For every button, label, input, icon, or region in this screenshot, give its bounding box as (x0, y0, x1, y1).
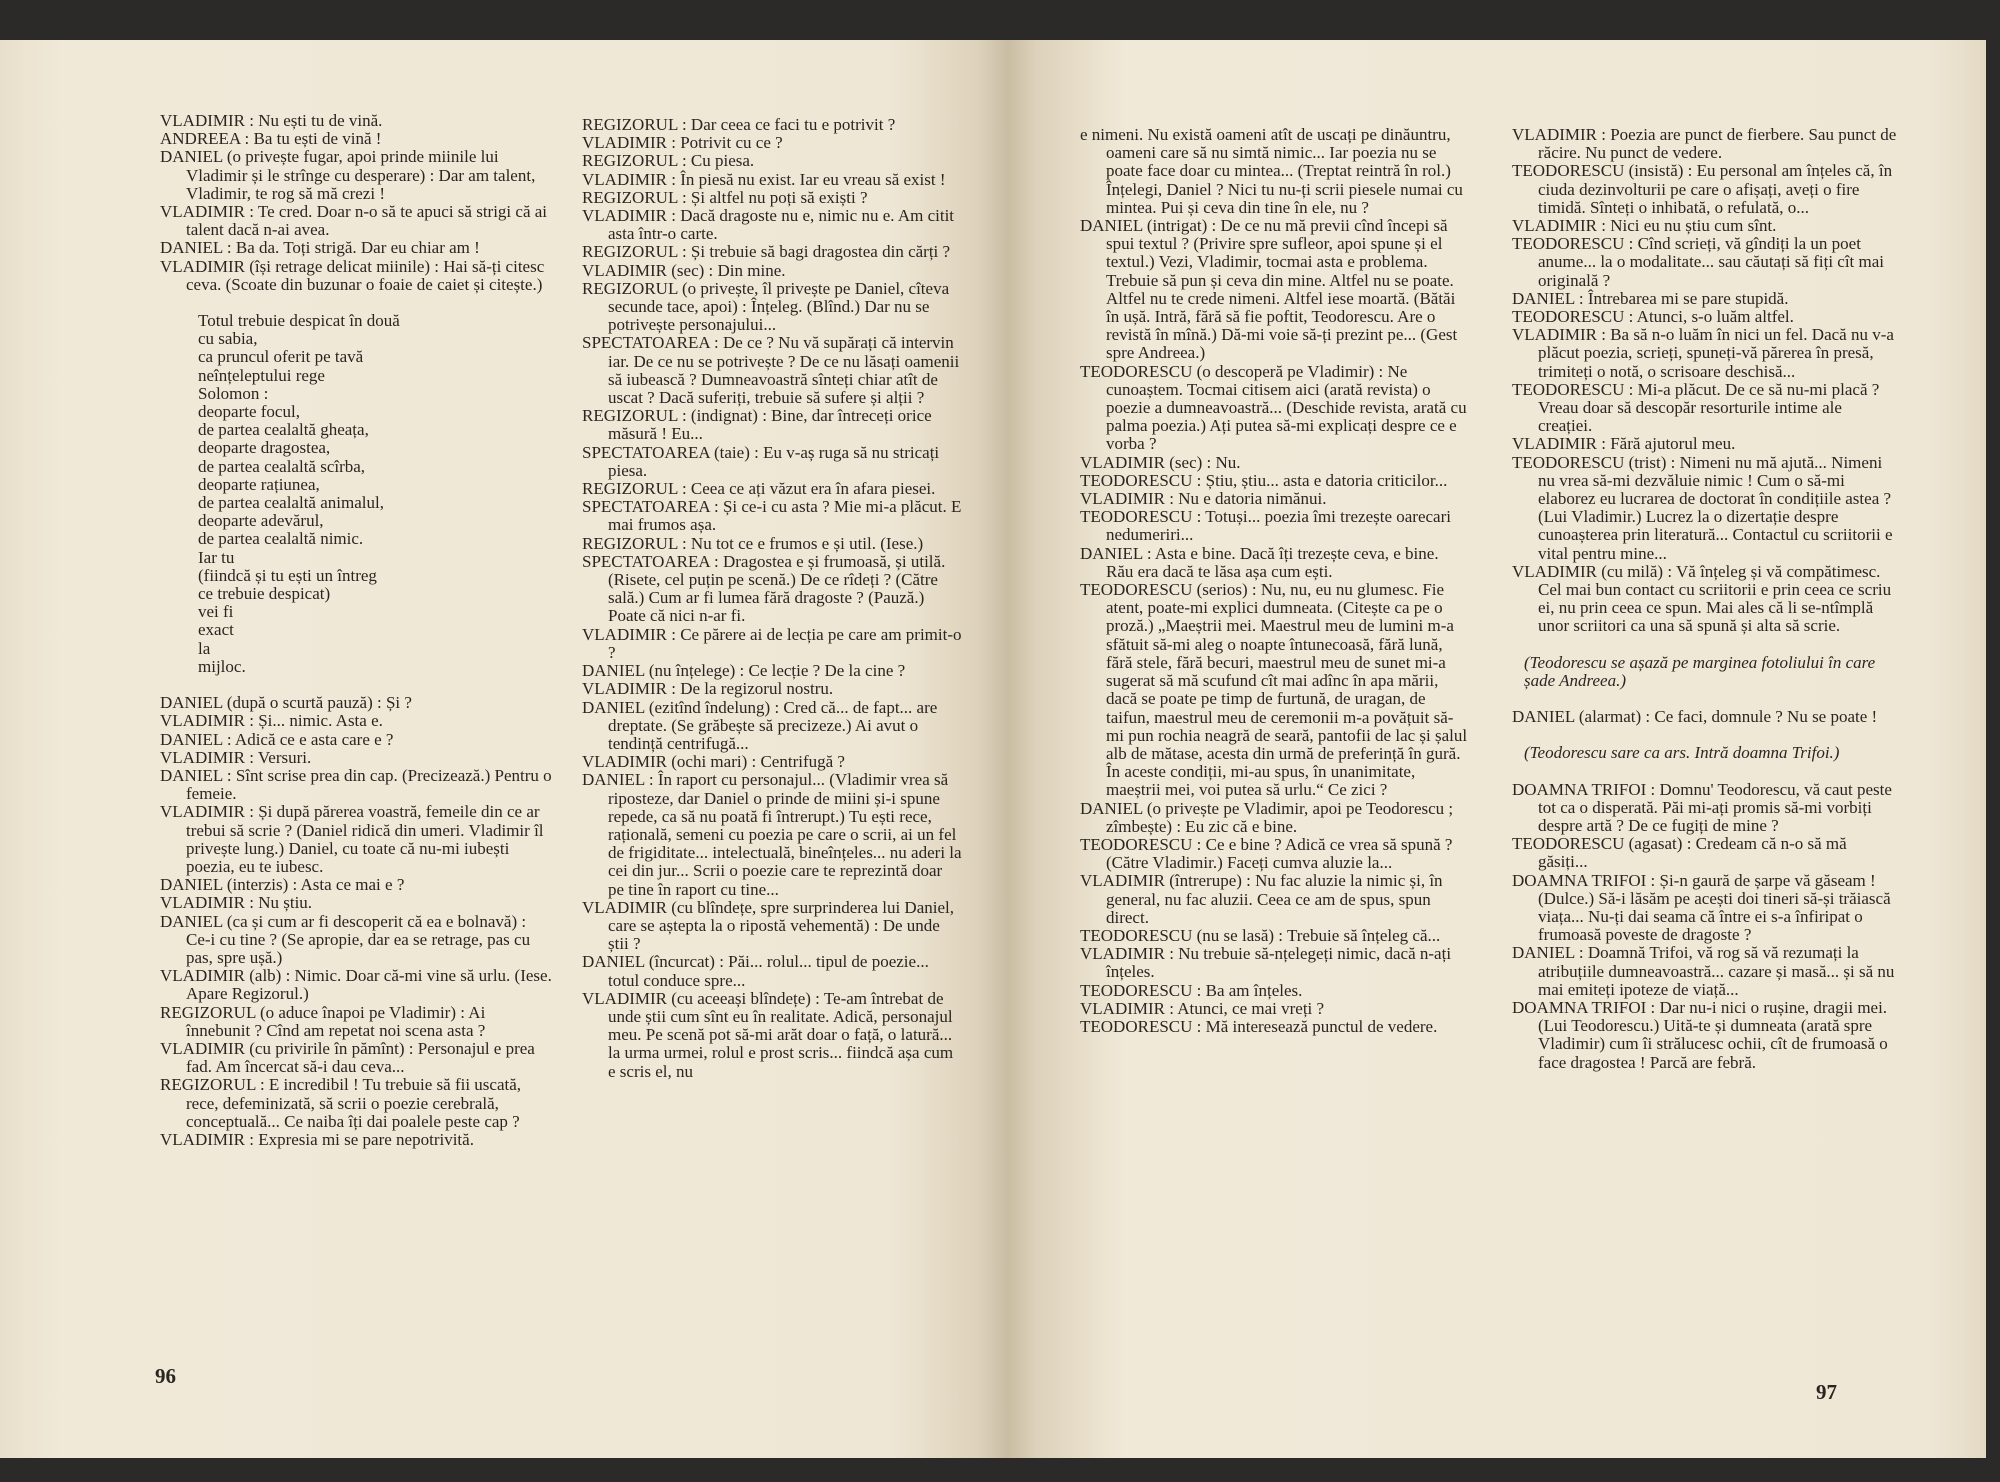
dialogue-line: SPECTATOAREA : Și ce-i cu asta ? Mie mi-a plăcut. E mai frumos așa. (582, 497, 962, 535)
poem-line: Iar tu (198, 547, 235, 567)
dialogue-line: DANIEL (o privește fugar, apoi prinde miinile lui Vladimir și le strînge cu desperare) : Dar am talent, Vladimir, te rog să mă crezi ! (160, 147, 536, 203)
dialogue-line: DOAMNA TRIFOI : Dar nu-i nici o rușine, dragii mei. (Lui Teodorescu.) Uită-te și dumneata (arată spre Vladimir) cum îi strălucesc ochii, cît de frumoasă o face dragostea ! Parcă are febră. (1512, 997, 1888, 1072)
dialogue-line: ANDREEA : Ba tu ești de vină ! (160, 129, 382, 149)
dialogue-line: VLADIMIR (își retrage delicat miinile) : Hai să-ți citesc ceva. (Scoate din buzunar o foaie de caiet și citește.) (160, 256, 545, 294)
dialogue-line: TEODORESCU (o descoperă pe Vladimir) : Ne cunoaștem. Tocmai citisem aici (arată revista) o poezie a dumneavoastră... (Deschide revista, arată cu palma poezia.) Ați putea să-mi explicați despre ce e vorba ? (1080, 361, 1467, 454)
left-column-2 (582, 116, 962, 1081)
dialogue-line: REGIZORUL : Ceea ce ați văzut era în afara piesei. (582, 479, 936, 499)
dialogue-line: DANIEL (ezitînd îndelung) : Cred că... de fapt... are dreptate. (Se grăbește să precizeze.) Ai avut o tendință centrifugă... (582, 697, 938, 753)
dialogue-line: TEODORESCU : Ba am înțeles. (1080, 980, 1303, 1000)
poem-line: deoparte dragostea, (198, 438, 331, 458)
dialogue-line: REGIZORUL : Dar ceea ce faci tu e potrivit ? (582, 115, 896, 134)
dialogue-line: VLADIMIR (sec) : Din mine. (582, 260, 786, 280)
dialogue-line: VLADIMIR : Expresia mi se pare nepotrivită. (160, 1129, 474, 1149)
dialogue-block (1080, 126, 1470, 1036)
dialogue-line: DANIEL (după o scurtă pauză) : Și ? (160, 693, 412, 713)
dialogue-line: DOAMNA TRIFOI : Și-n gaură de șarpe vă găseam ! (Dulce.) Să-i lăsăm pe acești doi tineri să-și trăiască viața... Nu-ți dai seama că între ei s-a înfiripat o frumoasă poveste de dragoste ? (1512, 870, 1891, 945)
dialogue-line: e nimeni. Nu există oameni atît de uscați pe dinăuntru, oameni care să nu simtă nimic... Iar poezia nu se poate face doar cu mintea... (Treptat reintră în rol.) Înțelegi, Daniel ? Nici tu nu-ți scrii piesele numai cu mintea. Pui și ceva din tine în ele, nu ? (1080, 125, 1463, 217)
poem-line: (fiindcă și tu ești un întreg (198, 565, 377, 585)
dialogue-block (1512, 781, 1898, 1072)
poem-line: vei fi (198, 602, 234, 622)
dialogue-line: VLADIMIR (cu aceeași blîndețe) : Te-am întrebat de unde știi cum sînt eu în realitate. Adică, personajul meu. Pe scenă pot să-mi arăt doar o față, o latură... la urma urmei, rolul e prost scris... fiindcă așa cum e scris el, nu (582, 988, 954, 1081)
dialogue-line: VLADIMIR : Potrivit cu ce ? (582, 133, 783, 153)
dialogue-line: VLADIMIR : Și după părerea voastră, femeile din ce ar trebui să scrie ? (Daniel ridică din umeri. Vladimir îl privește lung.) Daniel, cu toate că nu-mi iubești poezia, eu te iubesc. (160, 802, 544, 876)
dialogue-line: VLADIMIR : Nici eu nu știu cum sînt. (1512, 216, 1777, 236)
dialogue-block (582, 116, 962, 1081)
poem-line: cu sabia, (198, 329, 258, 349)
dialogue-line: TEODORESCU : Știu, știu... asta e datoria criticilor... (1080, 470, 1448, 490)
poem-line: de partea cealaltă gheața, (198, 420, 369, 440)
dialogue-line: REGIZORUL : Cu piesa. (582, 151, 755, 171)
dialogue-line: VLADIMIR : Nu trebuie să-nțelegeți nimic, dacă n-ați înțeles. (1080, 944, 1452, 982)
dialogue-block (160, 112, 553, 294)
dialogue-line: DANIEL (încurcat) : Păi... rolul... tipul de poezie... totul conduce spre... (582, 952, 929, 990)
dialogue-line: DANIEL : Adică ce e asta care e ? (160, 729, 394, 749)
dialogue-line: REGIZORUL : Nu tot ce e frumos e și util. (Iese.) (582, 533, 924, 553)
dialogue-line: DANIEL : Ba da. Toți strigă. Dar eu chiar am ! (160, 238, 480, 258)
dialogue-line: TEODORESCU : Mi-a plăcut. De ce să nu-mi placă ? Vreau doar să descopăr resorturile intime ale creației. (1512, 379, 1880, 436)
dialogue-line: DANIEL : Doamnă Trifoi, vă rog să vă rezumați la atribuțiile dumneavoastră... cazare și masă... și să nu mai emiteți ipoteze de viață... (1512, 943, 1895, 999)
stage-direction: (Teodorescu sare ca ars. Intră doamna Trifoi.) (1524, 743, 1840, 763)
dialogue-line: DANIEL (ca și cum ar fi descoperit că ea e bolnavă) : Ce-i cu tine ? (Se apropie, dar ea se retrage, pas cu pas, spre ușă.) (160, 911, 531, 967)
dialogue-line: TEODORESCU : Mă interesează punctul de vedere. (1080, 1016, 1438, 1036)
poem-line: de partea cealaltă scîrba, (198, 456, 366, 476)
poem (160, 312, 553, 676)
dialogue-line: TEODORESCU (nu se lasă) : Trebuie să înțeleg că... (1080, 925, 1441, 945)
dialogue-line: REGIZORUL : E incredibil ! Tu trebuie să fii uscată, rece, defeminizată, să scrii o poezie cerebrală, conceptuală... Ce naiba îți dai poalele peste cap ? (160, 1075, 522, 1131)
dialogue-line: REGIZORUL (o privește, îl privește pe Daniel, cîteva secunde tace, apoi) : Înțeleg. (Blînd.) Dar nu se potrivește personajului... (582, 278, 950, 335)
dialogue-line: SPECTATOAREA (taie) : Eu v-aș ruga să nu stricați piesa. (582, 442, 940, 480)
dialogue-line: VLADIMIR (întrerupe) : Nu fac aluzie la nimic și, în general, nu fac aluzii. Ceea ce am de spus, spun direct. (1080, 871, 1443, 927)
dialogue-line: TEODORESCU : Atunci, s-o luăm altfel. (1512, 307, 1794, 327)
dialogue-line: VLADIMIR : Dacă dragoste nu e, nimic nu e. Am citit asta într-o carte. (582, 206, 955, 244)
page-number: 97 (1816, 1380, 1837, 1404)
dialogue-line: VLADIMIR : Poezia are punct de fierbere. Sau punct de răcire. Nu punct de vedere. (1512, 125, 1897, 163)
poem-line: deoparte rațiunea, (198, 474, 320, 494)
poem-line: la (198, 638, 211, 658)
dialogue-line: DANIEL : Asta e bine. Dacă îți trezește ceva, e bine. Rău era dacă te lăsa așa cum ești. (1080, 543, 1439, 581)
dialogue-line: VLADIMIR : Și... nimic. Asta e. (160, 711, 383, 731)
poem-line: neînțeleptului rege (198, 365, 325, 385)
poem-line: deoparte adevărul, (198, 511, 324, 531)
dialogue-line: TEODORESCU : Totuși... poezia îmi trezește oarecari nedumeriri... (1080, 507, 1451, 545)
dialogue-line: DANIEL : Sînt scrise prea din cap. (Precizează.) Pentru o femeie. (160, 765, 552, 804)
dialogue-line: DANIEL : În raport cu personajul... (Vladimir vrea să riposteze, dar Daniel o prinde de miini și-i spune repede, ca să nu poată fi întrerupt.) Tu ești rece, rațională, semeni cu poezia pe care o scrii, ai un fel de frigiditate... intelectuală, bineînțeles... nu aderi la cei din jur... Scrii o poezie care te reprezintă doar pe tine în raport cu tine... (582, 770, 962, 899)
dialogue-line: DOAMNA TRIFOI : Domnu' Teodorescu, vă caut peste tot ca o disperată. Păi mi-ați promis să-mi vorbiți despre artă ? De ce fugiți de mine ? (1512, 779, 1892, 835)
right-column-2 (1512, 126, 1898, 1072)
dialogue-line: REGIZORUL : Și trebuie să bagi dragostea din cărți ? (582, 242, 951, 262)
dialogue-line: SPECTATOAREA : De ce ? Nu vă supărați că intervin iar. De ce nu se potrivește ? De ce nu lăsați oamenii să iubească ? Dumneavoastră sînteți chiar atît de uscat ? Dacă suferiți, trebuie să sufere și alții ? (582, 333, 960, 408)
dialogue-block (1512, 126, 1898, 636)
dialogue-line: VLADIMIR : Nu ești tu de vină. (160, 111, 383, 130)
dialogue-block (1512, 708, 1898, 726)
dialogue-line: TEODORESCU : Cînd scrieți, vă gîndiți la un poet anume... la o modalitate... sau căutați să fiți cît mai originală ? (1512, 234, 1885, 290)
poem-line: de partea cealaltă animalul, (198, 493, 384, 513)
dialogue-line: DANIEL (nu înțelege) : Ce lecție ? De la cine ? (582, 661, 906, 681)
dialogue-line: DANIEL (o privește pe Vladimir, apoi pe Teodorescu ; zîmbește) : Eu zic că e bine. (1080, 798, 1454, 836)
dialogue-line: VLADIMIR : Ce părere ai de lecția pe care am primit-o ? (582, 624, 962, 662)
left-column-1 (160, 112, 553, 1149)
dialogue-line: VLADIMIR : Atunci, ce mai vreți ? (1080, 998, 1325, 1018)
page-number: 96 (155, 1364, 176, 1388)
dialogue-line: VLADIMIR : Nu e datoria nimănui. (1080, 489, 1327, 509)
stage-direction: (Teodorescu se așază pe marginea fotoliului în care șade Andreea.) (1524, 652, 1876, 690)
dialogue-line: VLADIMIR : Te cred. Doar n-o să te apuci să strigi că ai talent dacă n-ai avea. (160, 202, 548, 240)
dialogue-line: TEODORESCU (agasat) : Credeam că n-o să mă găsiți... (1512, 834, 1847, 872)
poem-line: Solomon : (198, 383, 269, 403)
dialogue-line: TEODORESCU (insistă) : Eu personal am înțeles că, în ciuda dezinvolturii pe care o afișați, aveți o fire timidă. Sînteți o inhibată, o refulată, o... (1512, 161, 1893, 217)
dialogue-line: VLADIMIR : În piesă nu exist. Iar eu vreau să exist ! (582, 169, 946, 189)
dialogue-line: VLADIMIR (alb) : Nimic. Doar că-mi vine să urlu. (Iese. Apare Regizorul.) (160, 966, 552, 1004)
dialogue-line: VLADIMIR (cu milă) : Vă înțeleg și vă compătimesc. Cel mai bun contact cu scriitorii e prin ceea ce scriu ei, nu prin ceea ce spun. Mai ales că li se-ntîmplă unor scriitori ca una să spună și alta să scrie. (1512, 561, 1892, 636)
dialogue-line: VLADIMIR (cu privirile în pămînt) : Personajul e prea fad. Am încercat să-i dau ceva... (160, 1038, 535, 1077)
dialogue-line: VLADIMIR : Ba să n-o luăm în nici un fel. Dacă nu v-a plăcut poezia, scrieți, spuneți-vă părerea în presă, trimiteți o notă, o scrisoare deschisă... (1512, 325, 1894, 381)
poem-line: deoparte focul, (198, 402, 300, 422)
dialogue-line: VLADIMIR (ochi mari) : Centrifugă ? (582, 752, 845, 772)
dialogue-line: REGIZORUL (o aduce înapoi pe Vladimir) : Ai înnebunit ? Cînd am repetat noi scena asta ? (160, 1002, 486, 1040)
dialogue-line: DANIEL (interzis) : Asta ce mai e ? (160, 875, 405, 895)
dialogue-line: VLADIMIR : De la regizorul nostru. (582, 679, 834, 699)
dialogue-line: VLADIMIR (cu blîndețe, spre surprinderea lui Daniel, care se aștepta la o ripostă vehementă) : De unde știi ? (582, 897, 954, 954)
dialogue-line: VLADIMIR (sec) : Nu. (1080, 452, 1241, 472)
poem-line: exact (198, 620, 234, 640)
dialogue-line: VLADIMIR : Nu știu. (160, 893, 313, 913)
dialogue-line: VLADIMIR : Versuri. (160, 747, 312, 767)
poem-line: ce trebuie despicat) (198, 584, 331, 604)
dialogue-block (160, 694, 553, 1149)
poem-line: Totul trebuie despicat în două (198, 311, 400, 331)
dialogue-line: TEODORESCU (trist) : Nimeni nu mă ajută... Nimeni nu vrea să-mi dezvăluie nimic ! Cum o să-mi elaborez eu lucrarea de doctorat în condițiile astea ? (Lui Vladimir.) Lucrez la o dizertație despre cunoașterea prin literatură... Contactul cu scriitorii e vital pentru mine... (1512, 452, 1893, 563)
dialogue-line: TEODORESCU (serios) : Nu, nu, eu nu glumesc. Fie atent, poate-mi explici dumneata. (Citește ca pe o proză.) „Maeștrii mei. Maestrul meu de lumini m-a sfătuit să-mi aleg o noapte întunecoasă, fără lună, fără stele, fără becuri, maestrul meu de sunet mi-a sugerat să mă scufund cît mai adînc în apa mării, dacă se poate pe timp de furtună, de uragan, de taifun, maestrul meu de ceremonii m-a povățuit să-mi pun rochia neagră de seară, pantofii de lac și șalul alb de mătase, acesta din urmă de preferință în gură. În aceste condiții, mi-au spus, în unanimitate, maeștrii mei, voi putea să urlu.“ Ce zici ? (1080, 580, 1468, 800)
dialogue-line: VLADIMIR : Fără ajutorul meu. (1512, 434, 1736, 454)
dialogue-line: TEODORESCU : Ce e bine ? Adică ce vrea să spună ? (Către Vladimir.) Faceți cumva aluzie la... (1080, 834, 1453, 873)
right-column-1 (1080, 126, 1470, 1036)
dialogue-line: REGIZORUL : (indignat) : Bine, dar întreceți orice măsură ! Eu... (582, 406, 932, 444)
dialogue-line: DANIEL (alarmat) : Ce faci, domnule ? Nu se poate ! (1512, 707, 1878, 727)
poem-line: de partea cealaltă nimic. (198, 529, 364, 549)
dialogue-line: DANIEL (intrigat) : De ce nu mă previi cînd începi să spui textul ? (Privire spre sufleor, apoi spune și el textul.) Vezi, Vladimir, tocmai asta e problema. Trebuie să pun și ceva din mine. Altfel nu se poate. Altfel nu te crede nimeni. Altfel iese moartă. (Bătăi în ușă. Intră, fără să fie poftit, Teodorescu. Are o revistă în mînă.) Dă-mi voie să-ți prezint pe... (Gest spre Andreea.) (1080, 216, 1458, 363)
poem-line: ca pruncul oferit pe tavă (198, 347, 364, 367)
dialogue-line: DANIEL : Întrebarea mi se pare stupidă. (1512, 288, 1789, 308)
right-page (1008, 40, 1986, 1458)
dialogue-line: REGIZORUL : Și altfel nu poți să exiști ? (582, 187, 868, 207)
poem-line: mijloc. (198, 656, 246, 676)
dialogue-line: SPECTATOAREA : Dragostea e și frumoasă, și utilă. (Risete, cel puțin pe scenă.) De ce rîdeți ? (Către sală.) Cum ar fi lumea fără dragoste ? (Pauză.) Poate că nici n-ar fi. (582, 551, 946, 626)
left-page (0, 40, 1008, 1458)
